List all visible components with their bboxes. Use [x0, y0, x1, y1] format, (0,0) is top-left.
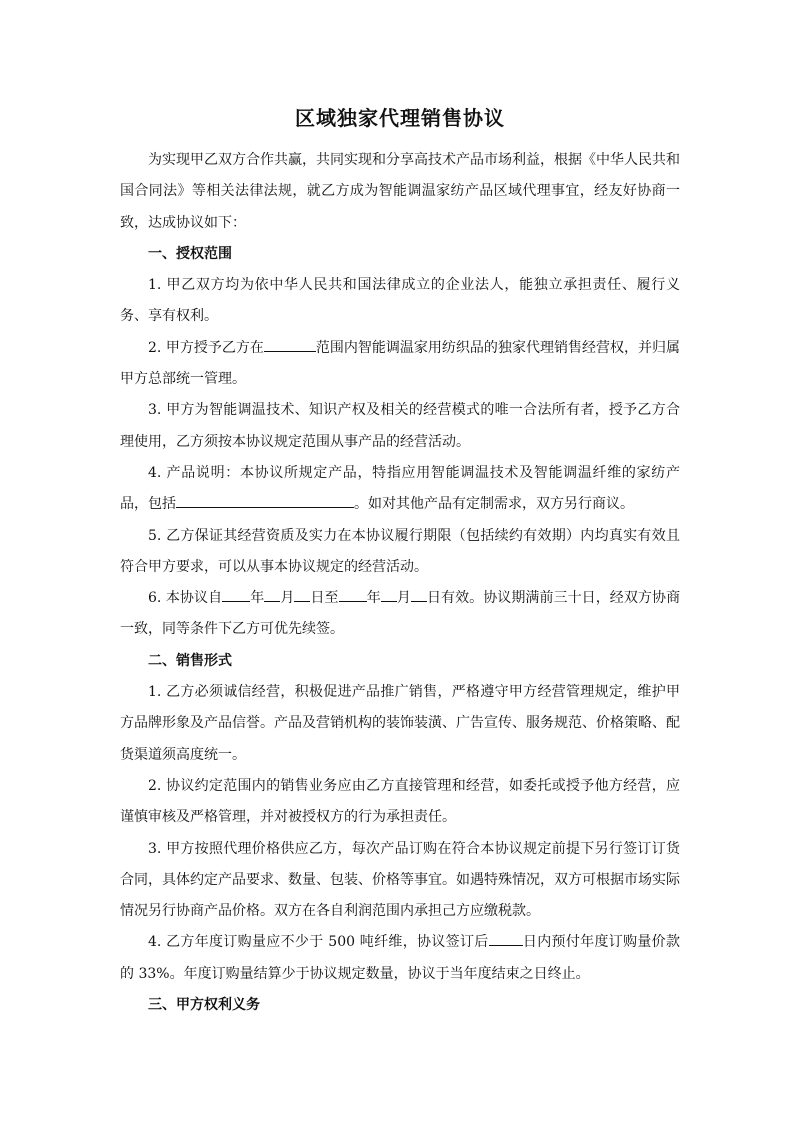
document-body: [120, 145, 680, 1021]
end-year-blank[interactable]: [339, 587, 367, 602]
region-blank[interactable]: [264, 337, 316, 352]
clause-text: 4. 产品说明：本协议所规定产品，特指应用智能调温技术及智能调温纤维的家纺产品，包括: [120, 464, 680, 513]
start-year-blank[interactable]: [222, 587, 250, 602]
days-blank[interactable]: [489, 931, 523, 946]
end-day-blank[interactable]: [411, 587, 427, 602]
clause-text: 。如对其他产品有定制需求，双方另行商议。: [354, 496, 634, 513]
clause-2-1: 1. 乙方必须诚信经营，积极促进产品推广销售，严格遵守甲方经营管理规定，维护甲方品牌形象及产品信誉。产品及营销机构的装饰装潢、广告宣传、服务规范、价格策略、配货渠道须高度统一。: [120, 684, 680, 763]
clause-1-2: [120, 333, 680, 396]
clause-1-4: [120, 458, 680, 521]
clause-text: 日有效。协议期满前三十日，经双方协商一致，同等条件下乙方可优先续签。: [120, 590, 681, 638]
clause-text: 月: [396, 590, 411, 607]
clause-1-3: 3. 甲方为智能调温技术、知识产权及相关的经营模式的唯一合法所有者，授予乙方合理使用，乙方须按本协议规定范围从事产品的经营活动。: [120, 402, 680, 450]
section-heading-1: 一、授权范围: [148, 245, 232, 262]
products-blank[interactable]: [176, 493, 354, 508]
clause-text: 日内预付年度订购量价款的 33%。年度订购量结算少于协议规定数量，协议于当年度结束之日终止。: [120, 934, 680, 982]
clause-text: 日至: [310, 590, 339, 607]
section-heading-3: 三、甲方权利义务: [148, 997, 260, 1014]
end-month-blank[interactable]: [381, 587, 397, 602]
clause-text: 月: [280, 590, 295, 607]
clause-text: 4. 乙方年度订购量应不少于 500 吨纤维，协议签订后: [148, 934, 489, 951]
clause-text: 范围内智能调温家用纺织品的独家代理销售经营权，并归属甲方总部统一管理。: [120, 339, 681, 388]
intro-paragraph: 为实现甲乙双方合作共赢，共同实现和分享高技术产品市场利益，根据《中华人民共和国合同法》等相关法律法规，就乙方成为智能调温家纺产品区域代理事宜，经友好协商一致，达成协议如下：: [120, 152, 680, 231]
clause-text: 6. 本协议自: [148, 590, 223, 607]
clause-1-5: 5. 乙方保证其经营资质及实力在本协议履行期限（包括续约有效期）内均真实有效且符合甲方要求，可以从事本协议规定的经营活动。: [120, 527, 680, 575]
clause-1-6: [120, 583, 680, 646]
start-day-blank[interactable]: [294, 587, 310, 602]
clause-text: 年: [366, 590, 381, 607]
document-title: 区域独家代理销售协议: [295, 106, 505, 130]
clause-2-2: 2. 协议约定范围内的销售业务应由乙方直接管理和经营，如委托或授予他方经营，应谨慎审核及严格管理，并对被授权方的行为承担责任。: [120, 777, 680, 826]
clause-2-4: [120, 927, 680, 990]
start-month-blank[interactable]: [264, 587, 280, 602]
clause-text: 2. 甲方授予乙方在: [148, 339, 264, 356]
clause-2-3: 3. 甲方按照代理价格供应乙方，每次产品订购在符合本协议规定前提下另行签订订货合同，具体约定产品要求、数量、包装、价格等事宜。如遇特殊情况，双方可根据市场实际情况另行协商产品价格。双方在各自利润范围内承担己方应缴税款。: [120, 840, 680, 920]
clause-1-1: 1. 甲乙双方均为依中华人民共和国法律成立的企业法人，能独立承担责任、履行义务、享有权利。: [120, 277, 680, 325]
clause-text: 年: [250, 590, 265, 607]
section-heading-2: 二、销售形式: [148, 652, 232, 669]
